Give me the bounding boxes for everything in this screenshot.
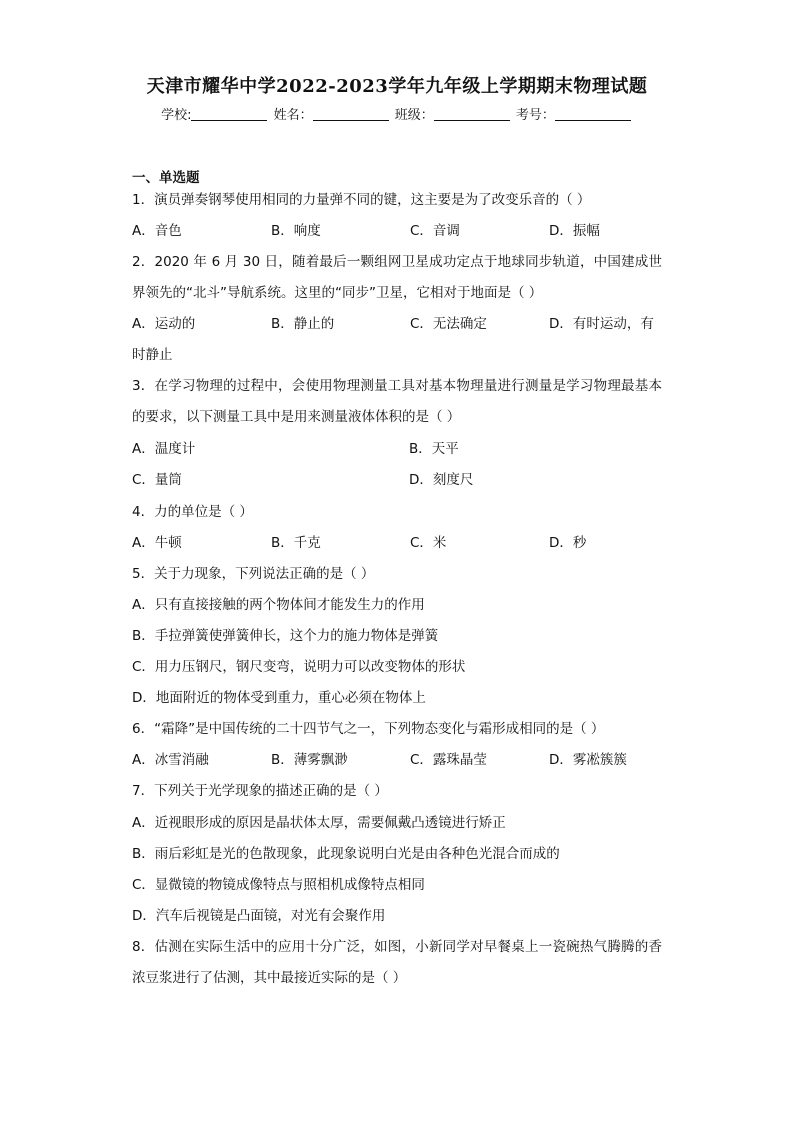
question-6: 6．“霜降”是中国传统的二十四节气之一，下列物态变化与霜形成相同的是（ ） <box>132 721 605 737</box>
option-c: C．露珠晶莹 <box>410 752 487 768</box>
option-a: A．音色 <box>132 223 182 239</box>
school-blank[interactable] <box>191 108 267 121</box>
class-blank[interactable] <box>434 108 510 121</box>
option-d-continuation: 时静止 <box>132 347 173 363</box>
option-c: C．量筒 <box>132 472 182 488</box>
option-d: D．刻度尺 <box>409 472 474 488</box>
option-c: C．用力压钢尺，钢尺变弯，说明力可以改变物体的形状 <box>132 659 466 675</box>
question-3: 3．在学习物理的过程中，会使用物理测量工具对基本物理量进行测量是学习物理最基本的要求，以下测量工具中是用来测量液体体积的是（ ） <box>132 378 662 425</box>
question-4-options <box>132 528 672 559</box>
option-a: A．运动的 <box>132 316 196 332</box>
option-a: A．只有直接接触的两个物体间才能发生力的作用 <box>132 597 425 613</box>
name-label: 姓名： <box>273 108 313 123</box>
number-label: 考号： <box>515 108 555 123</box>
option-b: B．响度 <box>271 223 321 239</box>
option-b: B．千克 <box>271 535 321 551</box>
question-2-options <box>132 309 672 340</box>
question-1-options <box>132 216 672 247</box>
question-2: 2．2020 年 6 月 30 日，随着最后一颗组网卫星成功定点于地球同步轨道，中国建成世界领先的“北斗”导航系统。这里的“同步”卫星，它相对于地面是（ ） <box>132 254 662 301</box>
class-label: 班级： <box>394 108 434 123</box>
option-d: D．有时运动，有 <box>549 316 654 332</box>
question-3-options-row1 <box>132 434 672 465</box>
page-title: 天津市耀华中学2022-2023学年九年级上学期期末物理试题 <box>146 76 648 97</box>
option-a: A．牛顿 <box>132 535 182 551</box>
question-8: 8．估测在实际生活中的应用十分广泛，如图，小新同学对早餐桌上一瓷碗热气腾腾的香浓豆浆进行了估测，其中最接近实际的是（ ） <box>132 939 662 986</box>
question-6-options <box>132 745 672 776</box>
option-d: D．秒 <box>549 535 587 551</box>
option-b: B．手拉弹簧使弹簧伸长，这个力的施力物体是弹簧 <box>132 628 439 644</box>
option-b: B．天平 <box>409 441 459 457</box>
option-a: A．近视眼形成的原因是晶状体太厚，需要佩戴凸透镜进行矫正 <box>132 815 506 831</box>
question-4: 4．力的单位是（ ） <box>132 504 253 520</box>
option-a: A．温度计 <box>132 441 196 457</box>
option-d: D．汽车后视镜是凸面镜，对光有会聚作用 <box>132 908 386 924</box>
option-b: B．雨后彩虹是光的色散现象，此现象说明白光是由各种色光混合而成的 <box>132 846 560 862</box>
option-c: C．显微镜的物镜成像特点与照相机成像特点相同 <box>132 877 425 893</box>
school-label: 学校: <box>161 108 192 123</box>
option-a: A．冰雪消融 <box>132 752 209 768</box>
number-blank[interactable] <box>555 108 631 121</box>
question-1: 1．演员弹奏钢琴使用相同的力量弹不同的键，这主要是为了改变乐音的（ ） <box>132 192 591 208</box>
question-5: 5．关于力现象，下列说法正确的是（ ） <box>132 566 375 582</box>
student-info-row <box>0 104 794 123</box>
section-heading: 一、单选题 <box>132 170 200 186</box>
question-3-options-row2 <box>132 465 672 496</box>
option-c: C．音调 <box>410 223 460 239</box>
option-d: D．振幅 <box>549 223 600 239</box>
option-c: C．无法确定 <box>410 316 487 332</box>
name-blank[interactable] <box>313 108 389 121</box>
question-7: 7．下列关于光学现象的描述正确的是（ ） <box>132 783 388 799</box>
option-b: B．薄雾飘渺 <box>271 752 348 768</box>
option-d: D．雾凇簇簇 <box>549 752 627 768</box>
option-d: D．地面附近的物体受到重力，重心必须在物体上 <box>132 690 426 706</box>
option-b: B．静止的 <box>271 316 335 332</box>
option-c: C．米 <box>410 535 447 551</box>
